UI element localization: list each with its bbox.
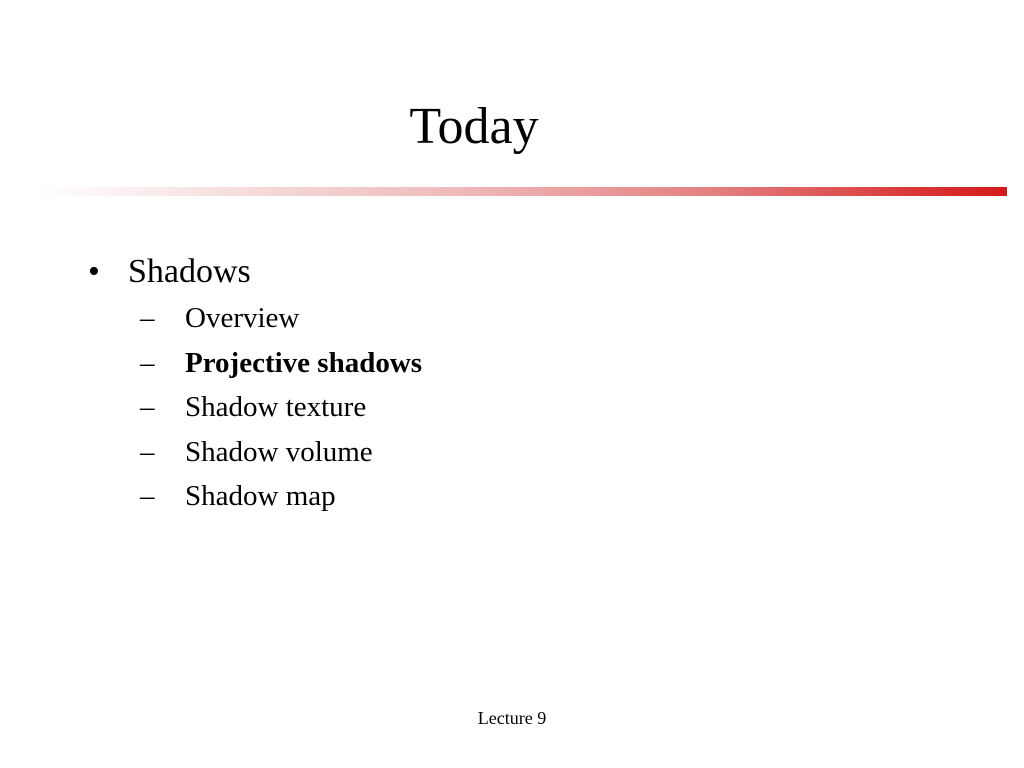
sub-item-shadow-texture [140, 385, 422, 430]
sub-item-label: Projective shadows [185, 346, 423, 379]
sub-item-shadow-volume [140, 430, 422, 475]
dash-marker: – [140, 480, 155, 512]
sub-item-label: Overview [185, 302, 300, 334]
dash-marker: – [140, 435, 155, 468]
footer-label: Lecture 9 [477, 708, 547, 728]
sub-item-label: Shadow volume [185, 435, 373, 468]
sub-item-overview [140, 296, 422, 341]
bullet-label: Shadows [128, 253, 251, 290]
bullet-marker: • [88, 253, 100, 290]
bullet-item-shadows [88, 250, 422, 519]
slide-footer [0, 707, 1024, 729]
sub-bullet-list [128, 296, 422, 519]
dash-marker: – [140, 391, 155, 423]
bullet-list [88, 250, 422, 519]
dash-marker: – [140, 346, 155, 379]
title-divider-bar [36, 187, 1007, 196]
sub-item-shadow-map [140, 474, 422, 519]
dash-marker: – [140, 302, 155, 334]
slide-title: Today [409, 98, 539, 155]
sub-item-label: Shadow texture [185, 391, 367, 423]
sub-item-label: Shadow map [185, 480, 336, 512]
sub-item-projective-shadows [140, 341, 422, 386]
